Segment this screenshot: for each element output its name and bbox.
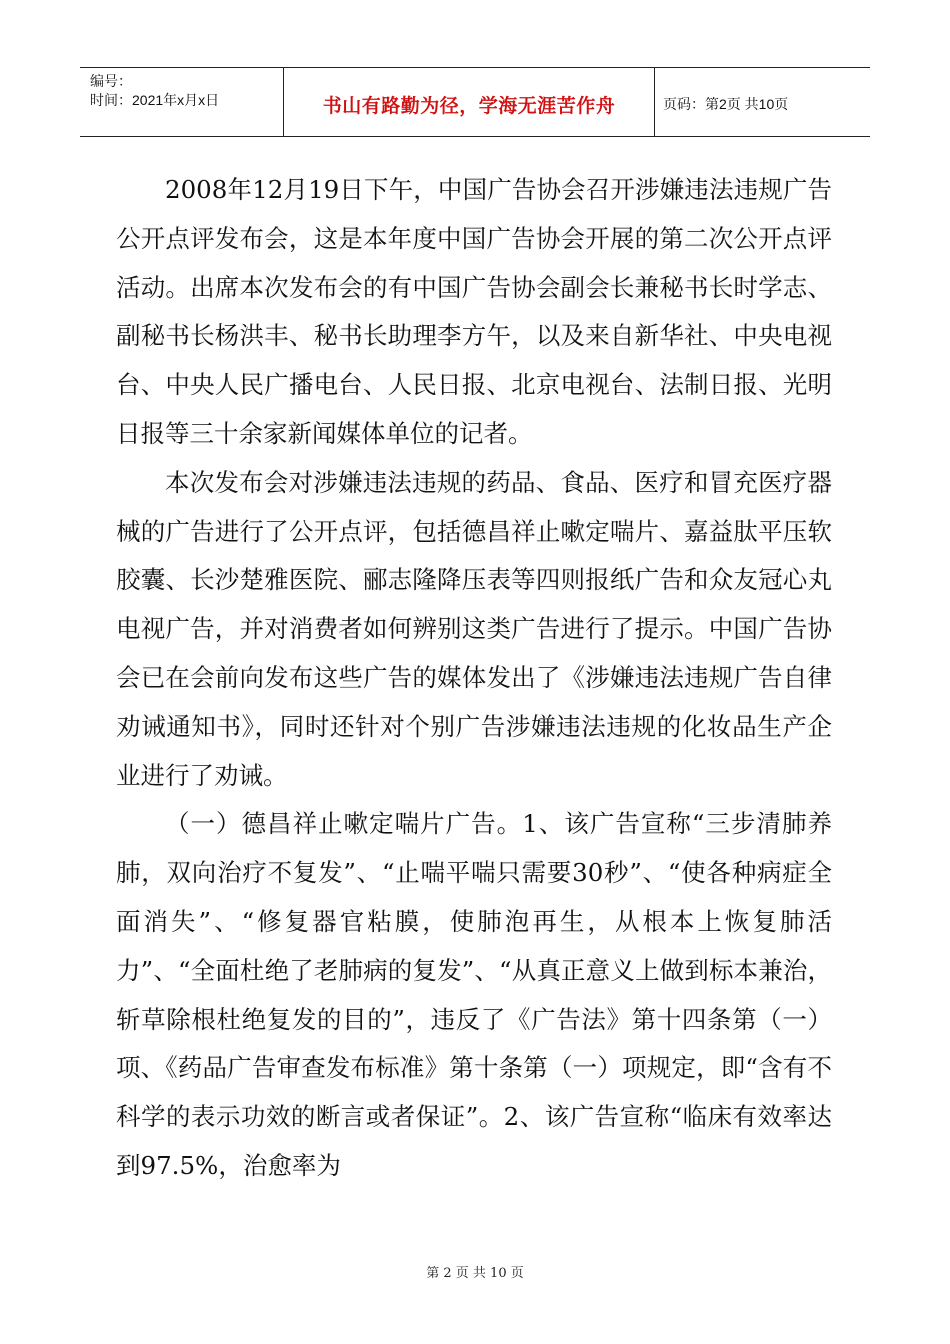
page-header bbox=[80, 67, 870, 137]
page-footer: 第 2 页 共 10 页 bbox=[426, 1266, 524, 1281]
paragraph-3: （一）德昌祥止嗽定喘片广告。1、该广告宣称“三步清肺养肺，双向治疗不复发”、“止喘平喘只需要30秒”、“使各种病症全面消失”、“修复器官粘膜，使肺泡再生，从根本上恢复肺活力”、“全面杜绝了老肺病的复发”、“从真正意义上做到标本兼治，斩草除根杜绝复发的目的”，违反了《广告法》第十四条第（一）项、《药品广告审查发布标准》第十条第（一）项规定，即“含有不科学的表示功效的断言或者保证”。2、该广告宣称“临床有效率达到97.5%，治愈率为 bbox=[116, 809, 832, 1180]
paragraph-2: 本次发布会对涉嫌违法违规的药品、食品、医疗和冒充医疗器械的广告进行了公开点评，包括德昌祥止嗽定喘片、嘉益肽平压软胶囊、长沙楚雅医院、郦志隆降压表等四则报纸广告和众友冠心丸电视广告，并对消费者如何辨别这类广告进行了提示。中国广告协会已在会前向发布这些广告的媒体发出了《涉嫌违法违规广告自律劝诫通知书》，同时还针对个别广告涉嫌违法违规的化妆品生产企业进行了劝诫。 bbox=[116, 467, 832, 790]
header-meta-cell bbox=[80, 68, 284, 136]
header-time-label: 时间：2021年x月x日 bbox=[90, 92, 220, 108]
document-body bbox=[116, 166, 832, 1191]
header-page-info: 页码：第2页 共10页 bbox=[663, 96, 789, 112]
header-number-label: 编号： bbox=[90, 73, 132, 89]
paragraph-1: 2008年12月19日下午，中国广告协会召开涉嫌违法违规广告公开点评发布会，这是本年度中国广告协会开展的第二次公开点评活动。出席本次发布会的有中国广告协会副会长兼秘书长时学志、副秘书长杨洪丰、秘书长助理李方午，以及来自新华社、中央电视台、中央人民广播电台、人民日报、北京电视台、法制日报、光明日报等三十余家新闻媒体单位的记者。 bbox=[116, 175, 832, 448]
header-motto: 书山有路勤为径，学海无涯苦作舟 bbox=[284, 68, 655, 136]
